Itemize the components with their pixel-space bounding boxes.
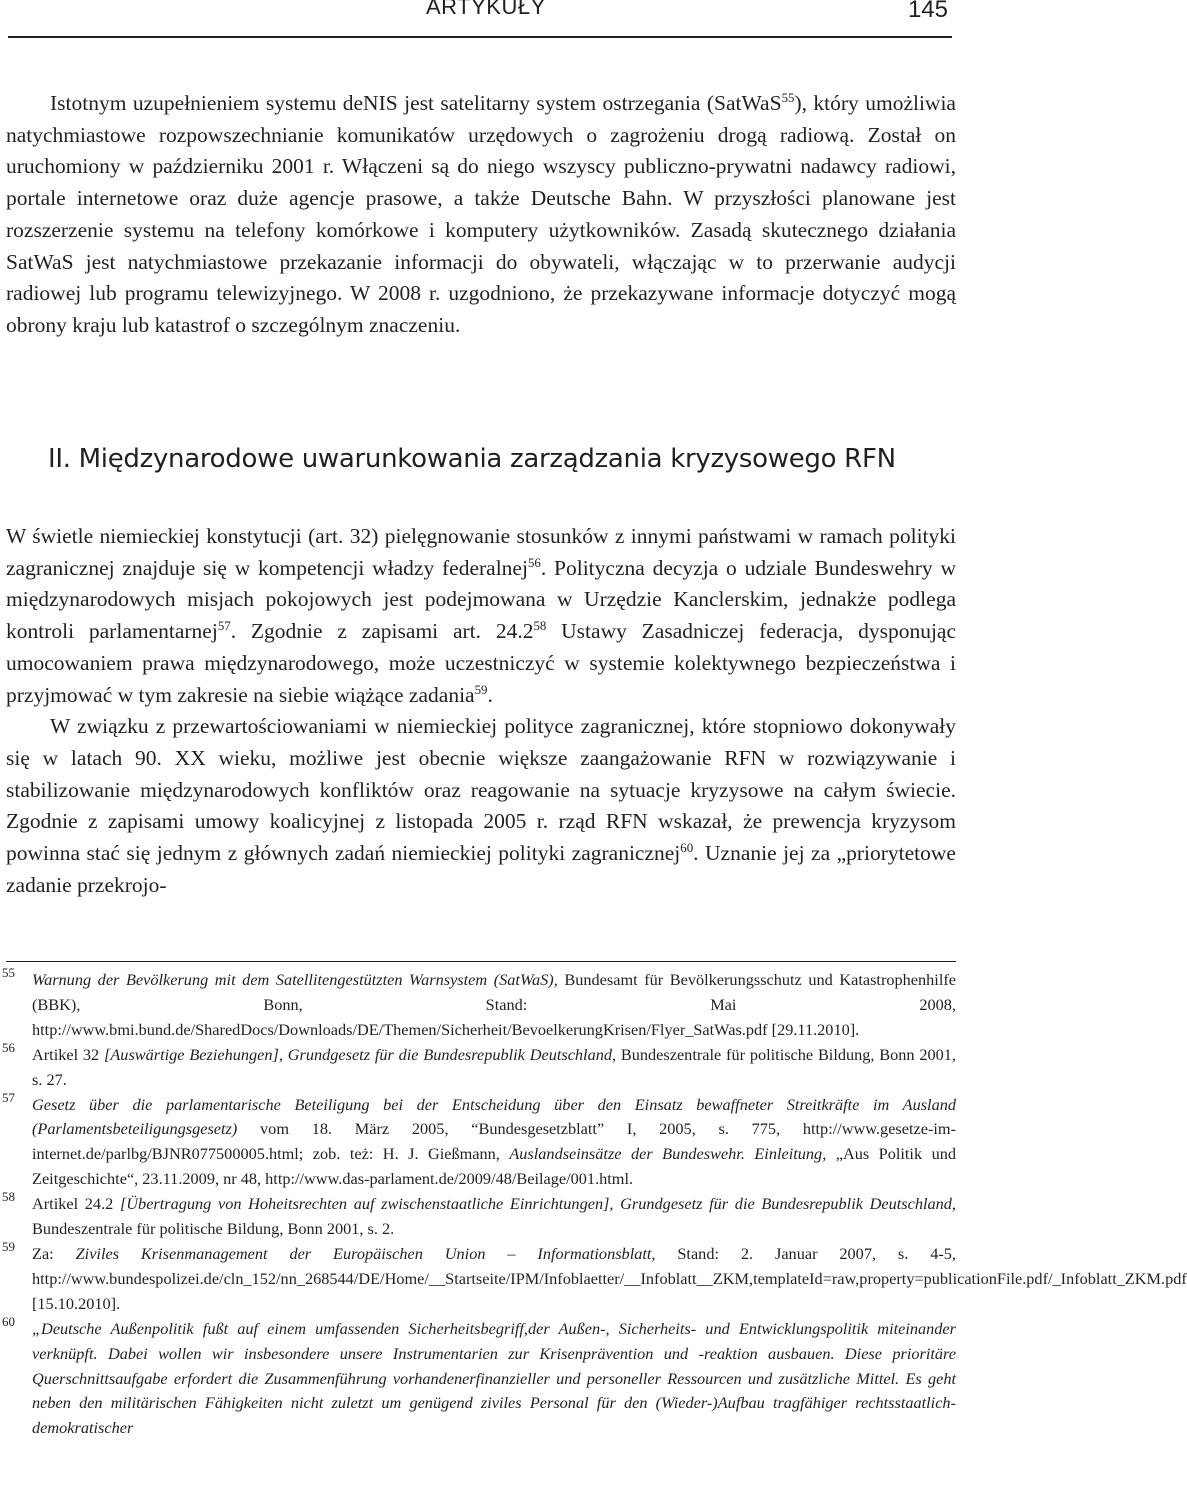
header-rule xyxy=(8,36,952,38)
footnote-ref-60[interactable]: 60 xyxy=(680,840,694,855)
running-header xyxy=(0,0,960,40)
footnote-60: 60 „Deutsche Außenpolitik fußt auf einem umfassenden Sicherheitsbegriff,der Außen-, Sicherheits- und Entwicklungspolitik miteinander verknüpft. Dabei wollen wir insbesondere unsere Instrumentarien zur Krisenprävention und -reaktion ausbauen. Diese prioritäre Querschnittsaufgabe erfordert die Zusammenführung vorhandenerfinanzieller und personeller Ressourcen und zusätzliche Mittel. Es geht neben den militärischen Fähigkeiten nicht zuletzt um genügend ziviles Personal für den (Wieder-)Aufbau tragfähiger rechtsstaatlich-demokratischer xyxy=(6,1317,956,1442)
footnote-number: 60 xyxy=(2,1313,15,1329)
footnote-57: 57 Gesetz über die parlamentarische Beteiligung bei der Entscheidung über den Einsatz bewaffneter Streitkräfte im Ausland (Parlamentsbeteiligungsgesetz) vom 18. März 2005, “Bundesgesetzblatt” I, 2005, s. 775, http://www.gesetze-im-internet.de/parlbg/BJNR077500005.html; zob. też: H. J. Gießmann, Auslandseinsätze der Bundeswehr. Einleitung, „Aus Politik und Zeitgeschichte“, 23.11.2009, nr 48, http://www.das-parlament.de/2009/48/Beilage/001.html. xyxy=(6,1093,956,1193)
footnote-ref-59[interactable]: 59 xyxy=(474,682,488,697)
section-body xyxy=(6,521,956,901)
footnote-number: 59 xyxy=(2,1238,15,1254)
paragraph-foreign-policy: W związku z przewartościowaniami w niemieckiej polityce zagranicznej, które stopniowo dokonywały się w latach 90. XX wieku, możliwe jest obecnie większe zaangażowanie RFN w rozwiązywanie i stabilizowanie międzynarodowych konfliktów oraz reagowanie na sytuacje kryzysowe na całym świecie. Zgodnie z zapisami umowy koalicyjnej z listopada 2005 r. rząd RFN wskazał, że prewencja kryzysom powinna stać się jednym z głównych zadań niemieckiej polityki zagranicznej$^{60}$. Uznanie jej za „priorytetowe zadanie przekrojo- xyxy=(6,714,956,897)
footnotes xyxy=(2,965,1187,1441)
footnote-number: 57 xyxy=(2,1089,15,1105)
page-number: 145 xyxy=(907,0,948,23)
footnote-ref-58[interactable]: 58 xyxy=(533,618,547,633)
footnote-rule xyxy=(6,961,956,962)
footnote-ref-55[interactable]: 55 xyxy=(781,90,795,105)
footnote-number: 58 xyxy=(2,1189,15,1205)
paragraph-satwas: Istotnym uzupełnieniem systemu deNIS jest satelitarny system ostrzegania (SatWaS$^{55}$), który umożliwia natychmiastowe rozpowszechnianie komunikatów urzędowych o zagrożeniu drogą radiową. Został on uruchomiony w październiku 2001 r. Włączeni są do niego wszyscy publiczno-prywatni nadawcy radiowi, portale internetowe oraz duże agencje prasowe, a także Deutsche Bahn. W przyszłości planowane jest rozszerzenie systemu na telefony komórkowe i komputery użytkowników. Zasadą skutecznego działania SatWaS jest natychmiastowe przekazanie informacji do obywateli, włączając w to przerwanie audycji radiowej lub programu telewizyjnego. W 2008 r. uzgodniono, że przekazywane informacje dotyczyć mogą obrony kraju lub katastrof o szczególnym znaczeniu. xyxy=(6,90,956,337)
section-heading: II. Międzynarodowe uwarunkowania zarządzania kryzysowego RFN xyxy=(48,444,896,474)
running-header-title: ARTYKUŁY xyxy=(426,0,546,19)
footnote-58: 58 Artikel 24.2 [Übertragung von Hoheitsrechten auf zwischenstaatliche Einrichtungen], Grundgesetz für die Bundesrepublik Deutschland, Bundeszentrale für politische Bildung, Bonn 2001, s. 2. xyxy=(6,1192,956,1242)
footnote-59: 59 Za: Ziviles Krisenmanagement der Europäischen Union – Informationsblatt, Stand: 2. Januar 2007, s. 4-5, http://www.bundespolizei.de/cln_152/nn_268544/DE/Home/__Startseite/IPM/Infoblaetter/__Infoblatt__ZKM,templateId=raw,property=publicationFile.pdf/_Infoblatt_ZKM.pdf [15.10.2010]. xyxy=(6,1242,956,1317)
footnote-number: 56 xyxy=(2,1039,15,1055)
footnote-number: 55 xyxy=(2,965,15,980)
paragraph-constitution: W świetle niemieckiej konstytucji (art. 32) pielęgnowanie stosunków z innymi państwami w ramach polityki zagranicznej znajduje się w kompetencji władzy federalnej$^{56}$. Polityczna decyzja o udziale Bundeswehry w międzynarodowych misjach pokojowych jest podejmowana w Urzędzie Kanclerskim, jednakże podlega kontroli parlamentarnej$^{57}$. Zgodnie z zapisami art. 24.2$^{58}$ Ustawy Zasadniczej federacja, dysponując umocowaniem prawa międzynarodowego, może uczestniczyć w systemie kolektywnego bezpieczeństwa i przyjmować w tym zakresie na siebie wiążące zadania$^{59}$. xyxy=(6,524,956,707)
footnote-56: 56 Artikel 32 [Auswärtige Beziehungen], Grundgesetz für die Bundesrepublik Deutschland, Bundeszentrale für politische Bildung, Bonn 2001, s. 27. xyxy=(6,1043,956,1093)
footnote-ref-56[interactable]: 56 xyxy=(527,555,541,570)
footnote-ref-57[interactable]: 57 xyxy=(217,618,231,633)
footnote-55: 55 Warnung der Bevölkerung mit dem Satellitengestützten Warnsystem (SatWaS), Bundesamt für Bevölkerungsschutz und Katastrophenhilfe (BBK), Bonn, Stand: Mai 2008, http://www.bmi.bund.de/SharedDocs/Downloads/DE/Themen/Sicherheit/BevoelkerungKrisen/Flyer_SatWas.pdf [29.11.2010]. xyxy=(6,968,956,1043)
